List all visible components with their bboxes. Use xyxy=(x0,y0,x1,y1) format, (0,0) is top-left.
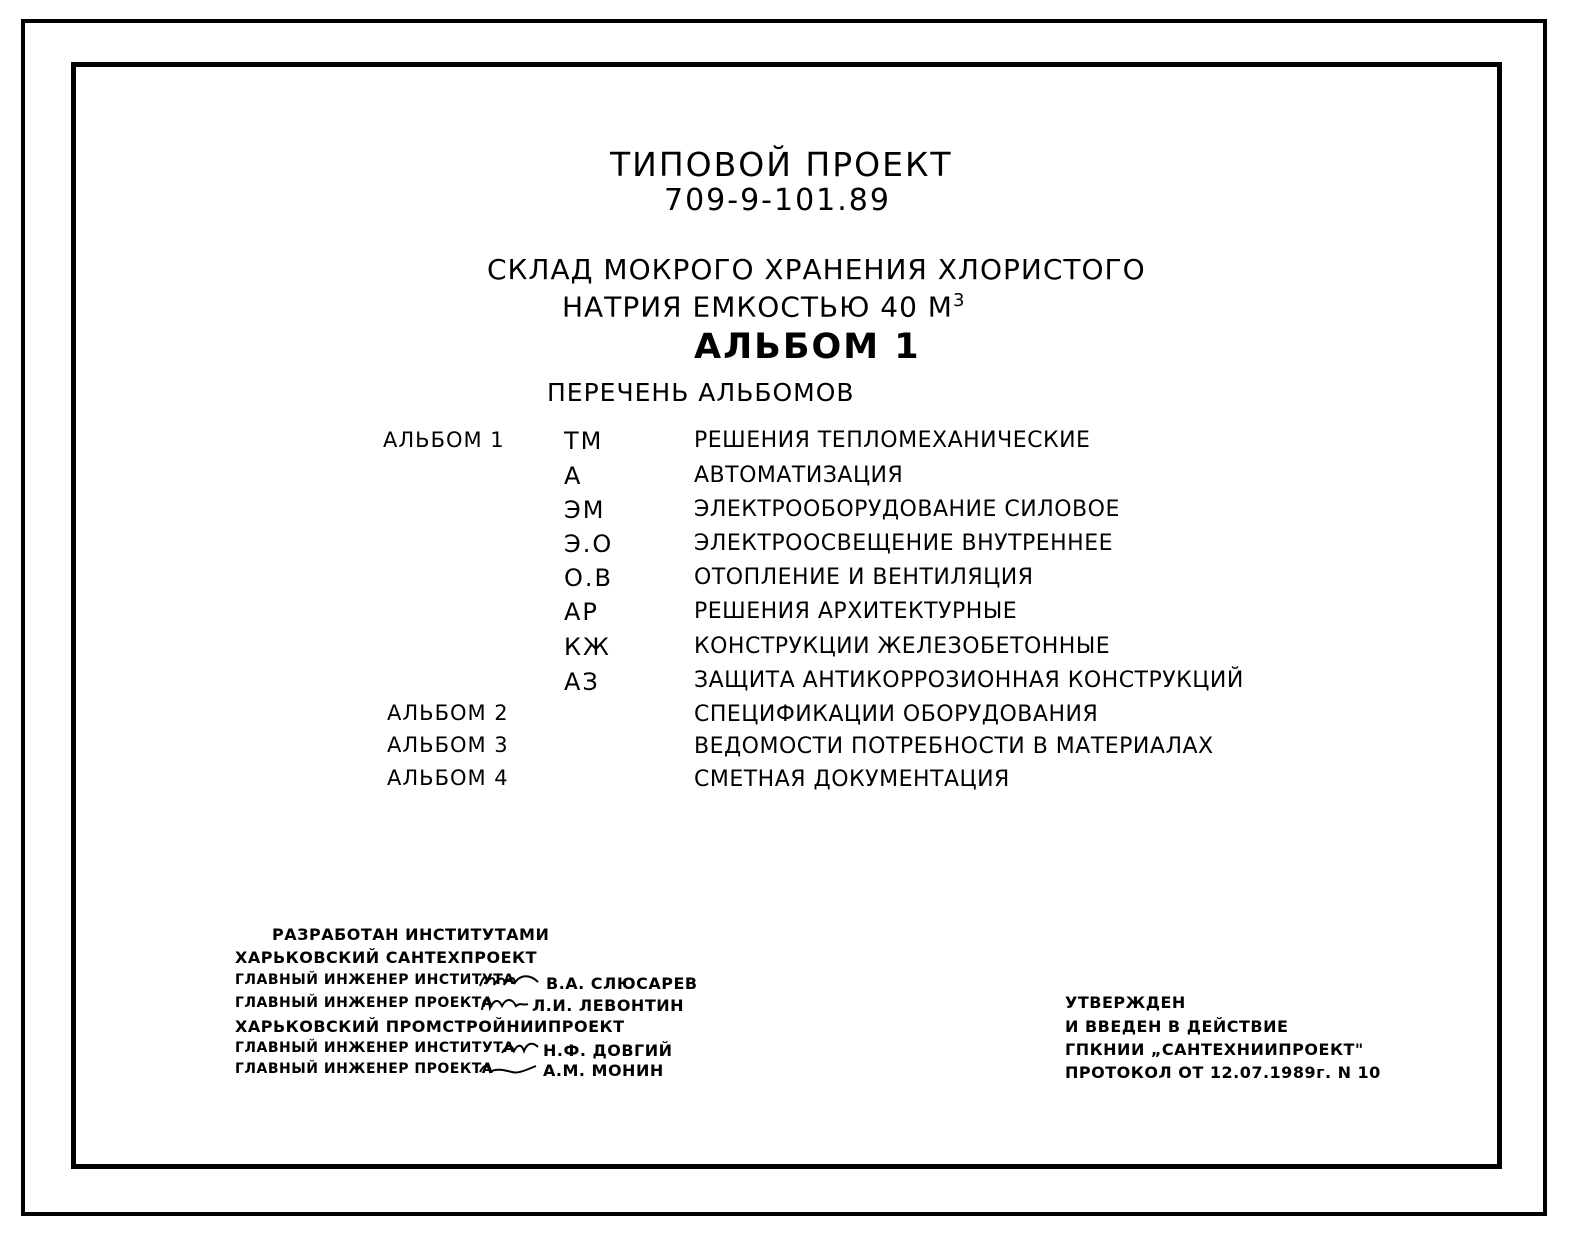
approved-line-4: ПРОТОКОЛ ОТ 12.07.1989г. N 10 xyxy=(1065,1063,1381,1082)
row-9-album: АЛЬБОМ 2 xyxy=(387,701,509,725)
row-4-desc: ЭЛЕКТРООСВЕЩЕНИЕ ВНУТРЕННЕЕ xyxy=(694,531,1114,556)
subject-line-1: СКЛАД МОКРОГО ХРАНЕНИЯ ХЛОРИСТОГО xyxy=(487,253,1146,286)
row-7-code: КЖ xyxy=(564,633,611,661)
signature-2-icon xyxy=(480,992,530,1014)
project-type: ТИПОВОЙ ПРОЕКТ xyxy=(610,145,953,184)
row-9-desc: СПЕЦИФИКАЦИИ ОБОРУДОВАНИЯ xyxy=(694,702,1099,727)
row-3-code: ЭМ xyxy=(564,496,606,524)
inst2-name-2: А.М. МОНИН xyxy=(543,1061,664,1080)
inst1-role-2: ГЛАВНЫЙ ИНЖЕНЕР ПРОЕКТА xyxy=(235,995,494,1011)
project-number: 709-9-101.89 xyxy=(664,183,891,218)
row-11-desc: СМЕТНАЯ ДОКУМЕНТАЦИЯ xyxy=(694,767,1010,792)
album-list-heading: ПЕРЕЧЕНЬ АЛЬБОМОВ xyxy=(547,378,855,407)
row-5-code: О.В xyxy=(564,564,613,592)
row-1-desc: РЕШЕНИЯ ТЕПЛОМЕХАНИЧЕСКИЕ xyxy=(694,428,1091,453)
institute-1: ХАРЬКОВСКИЙ САНТЕХПРОЕКТ xyxy=(235,948,538,967)
row-10-desc: ВЕДОМОСТИ ПОТРЕБНОСТИ В МАТЕРИАЛАХ xyxy=(694,734,1214,759)
row-5-desc: ОТОПЛЕНИЕ И ВЕНТИЛЯЦИЯ xyxy=(694,565,1034,590)
signature-1-icon xyxy=(478,970,540,992)
row-2-code: А xyxy=(564,462,583,490)
inst2-role-2: ГЛАВНЫЙ ИНЖЕНЕР ПРОЕКТА xyxy=(235,1061,494,1077)
row-7-desc: КОНСТРУКЦИИ ЖЕЛЕЗОБЕТОННЫЕ xyxy=(694,634,1111,659)
developed-heading: РАЗРАБОТАН ИНСТИТУТАМИ xyxy=(272,925,550,944)
row-11-album: АЛЬБОМ 4 xyxy=(387,766,509,790)
row-10-album: АЛЬБОМ 3 xyxy=(387,733,509,757)
row-8-desc: ЗАЩИТА АНТИКОРРОЗИОННАЯ КОНСТРУКЦИЙ xyxy=(694,668,1244,693)
row-1-code: ТМ xyxy=(564,427,604,455)
institute-2: ХАРЬКОВСКИЙ ПРОМСТРОЙНИИПРОЕКТ xyxy=(235,1017,625,1036)
inst2-name-1: Н.Ф. ДОВГИЙ xyxy=(543,1041,673,1060)
inst1-name-1: В.А. СЛЮСАРЕВ xyxy=(546,974,698,993)
row-3-desc: ЭЛЕКТРООБОРУДОВАНИЕ СИЛОВОЕ xyxy=(694,497,1120,522)
subject-line-2 xyxy=(562,290,965,323)
subject-line-2-text: НАТРИЯ ЕМКОСТЬЮ 40 М xyxy=(562,290,953,324)
approved-line-3: ГПКНИИ „САНТЕХНИИПРОЕКТ" xyxy=(1065,1040,1364,1059)
row-2-desc: АВТОМАТИЗАЦИЯ xyxy=(694,463,904,488)
subject-line-2-sup: 3 xyxy=(952,290,966,311)
row-8-code: АЗ xyxy=(564,668,600,696)
inst1-role-1: ГЛАВНЫЙ ИНЖЕНЕР ИНСТИТУТА xyxy=(235,972,515,988)
row-6-code: АР xyxy=(564,598,599,626)
row-1-album: АЛЬБОМ 1 xyxy=(383,428,505,452)
inst1-name-2: Л.И. ЛЕВОНТИН xyxy=(532,996,685,1015)
approved-line-1: УТВЕРЖДЕН xyxy=(1065,993,1186,1012)
signature-3-icon xyxy=(500,1037,540,1059)
inst2-role-1: ГЛАВНЫЙ ИНЖЕНЕР ИНСТИТУТА xyxy=(235,1040,515,1056)
album-heading: АЛЬБОМ 1 xyxy=(694,327,921,367)
row-4-code: Э.О xyxy=(564,530,614,558)
signature-4-icon xyxy=(478,1058,538,1080)
approved-line-2: И ВВЕДЕН В ДЕЙСТВИЕ xyxy=(1065,1017,1289,1036)
row-6-desc: РЕШЕНИЯ АРХИТЕКТУРНЫЕ xyxy=(694,599,1018,624)
